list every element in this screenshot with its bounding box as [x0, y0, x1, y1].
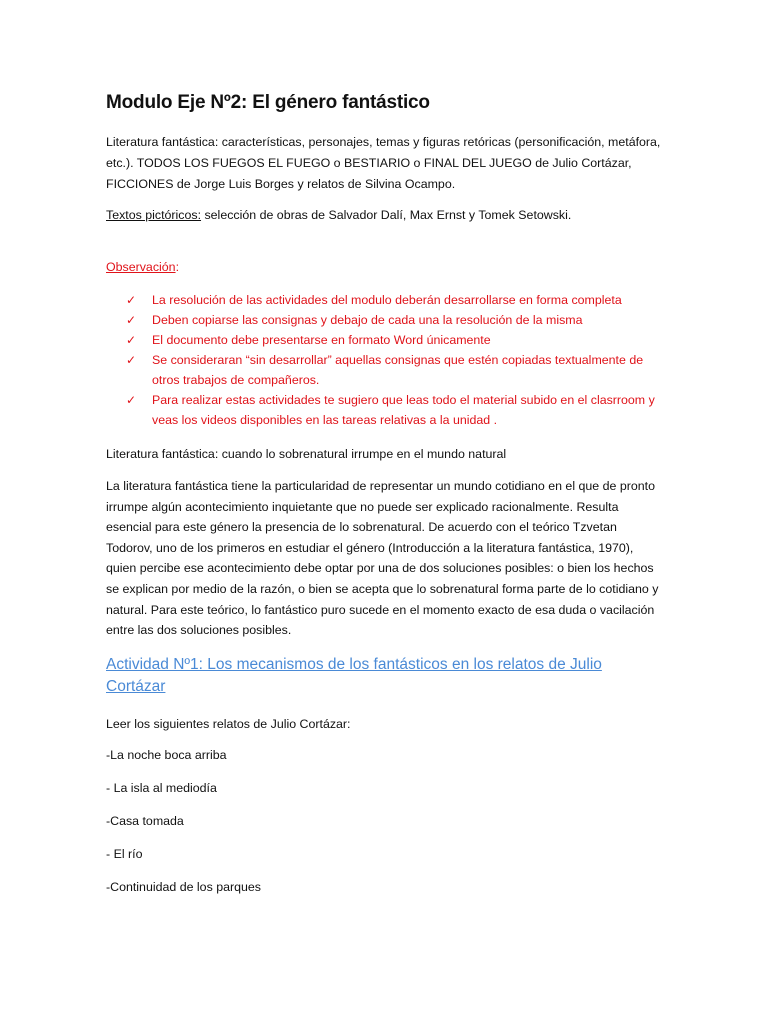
observacion-heading	[106, 260, 666, 274]
page-title: Modulo Eje Nº2: El género fantástico	[106, 92, 430, 113]
list-item	[126, 350, 666, 390]
actividad-heading-link[interactable]: Actividad Nº1: Los mecanismos de los fantásticos en los relatos de Julio Cortázar	[106, 656, 602, 695]
textos-pictoricos-label: Textos pictóricos:	[106, 208, 202, 222]
relato-item: - La isla al mediodía	[106, 781, 217, 795]
list-item	[126, 290, 666, 310]
checkmark-icon: ✓	[126, 393, 137, 407]
intro-paragraph: Literatura fantástica: características, personajes, temas y figuras retóricas (personificación, metáfora, etc.). TODOS LOS FUEGOS EL FUEGO o BESTIARIO o FINAL DEL JUEGO de Julio Cortázar, FICCIONES de Jorge Luis Borges y relatos de Silvina Ocampo.	[106, 135, 661, 191]
list-item	[126, 330, 666, 350]
observacion-item-text: Se consideraran “sin desarrollar” aquellas consignas que estén copiadas textualmente de otros trabajos de compañeros.	[152, 353, 644, 387]
textos-pictoricos	[106, 205, 666, 226]
relato-item: - El río	[106, 847, 143, 861]
observacion-item-text: Deben copiarse las consignas y debajo de cada una la resolución de la misma	[152, 313, 583, 327]
body-paragraph: La literatura fantástica tiene la particularidad de representar un mundo cotidiano en el que de pronto irrumpe algún acontecimiento inquietante que no puede ser explicado racionalmente. Resulta esencial para este género la presencia de lo sobrenatural. De acuerdo con el teórico Tzvetan Todorov, uno de los primeros en estudiar el género (Introducción a la literatura fantástica, 1970), quien percibe ese acontecimiento debe optar por una de dos soluciones posibles: o bien los hechos se explican por medio de la razón, o bien se acepta que lo sobrenatural forma parte de lo cotidiano y natural. Para este teórico, lo fantástico puro sucede en el momento exacto de esa duda o vacilación entre las dos soluciones posibles.	[106, 479, 659, 638]
textos-pictoricos-text: selección de obras de Salvador Dalí, Max Ernst y Tomek Setowski.	[201, 208, 572, 222]
checkmark-icon: ✓	[126, 353, 137, 367]
relato-item: -Continuidad de los parques	[106, 880, 261, 894]
observacion-item-text: La resolución de las actividades del modulo deberán desarrollarse en forma completa	[152, 293, 622, 307]
observacion-item-text: El documento debe presentarse en formato Word únicamente	[152, 333, 491, 347]
relato-item: -La noche boca arriba	[106, 748, 227, 762]
leer-instruction: Leer los siguientes relatos de Julio Cortázar:	[106, 717, 351, 731]
checkmark-icon: ✓	[126, 293, 137, 307]
observacion-item-text: Para realizar estas actividades te sugiero que leas todo el material subido en el clasrroom y veas los videos disponibles en las tareas relativas a la unidad .	[152, 393, 655, 427]
list-item	[126, 310, 666, 330]
section-subtitle: Literatura fantástica: cuando lo sobrenatural irrumpe en el mundo natural	[106, 447, 507, 461]
observacion-list	[126, 290, 666, 430]
relato-item: -Casa tomada	[106, 814, 184, 828]
list-item	[126, 390, 666, 430]
observacion-label: Observación	[106, 260, 176, 274]
checkmark-icon: ✓	[126, 313, 137, 327]
observacion-colon: :	[175, 260, 180, 274]
checkmark-icon: ✓	[126, 333, 137, 347]
